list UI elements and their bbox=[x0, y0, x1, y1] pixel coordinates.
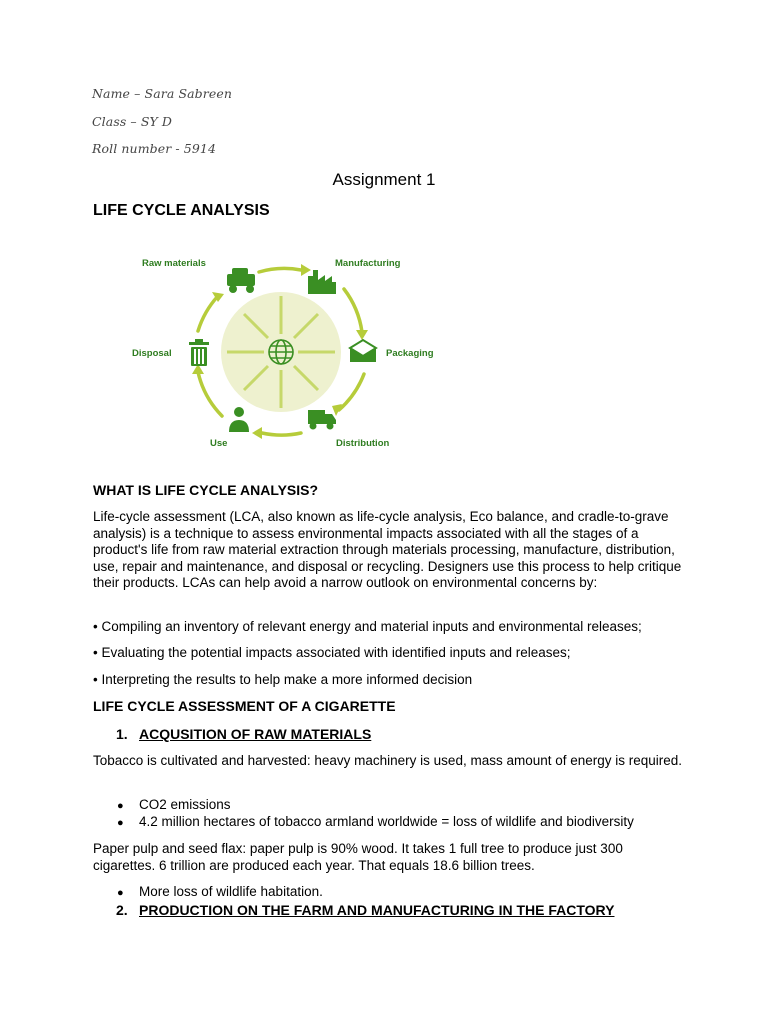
box-icon bbox=[350, 340, 376, 362]
label-use: Use bbox=[210, 438, 228, 449]
trash-can-icon bbox=[189, 339, 209, 366]
mining-truck-icon bbox=[227, 268, 255, 293]
label-raw-materials: Raw materials bbox=[142, 258, 206, 269]
lca-bullet-1: • Compiling an inventory of relevant energy and material inputs and environmental releases; bbox=[93, 619, 642, 634]
section-2-number: 2. bbox=[116, 902, 128, 918]
factory-icon bbox=[308, 270, 336, 294]
section-1-number: 1. bbox=[116, 726, 128, 742]
section-2-title: PRODUCTION ON THE FARM AND MANUFACTURING IN THE FACTORY bbox=[139, 902, 615, 918]
main-heading: LIFE CYCLE ANALYSIS bbox=[93, 202, 270, 219]
paper-pulp-paragraph: Paper pulp and seed flax: paper pulp is 90% wood. It takes 1 full tree to produce just 300 cigarettes. 6 trillion are produced each year. That equals 18.6 billion trees. bbox=[93, 841, 623, 873]
lca-definition-paragraph: Life-cycle assessment (LCA, also known as life-cycle analysis, Eco balance, and cradle-to-grave analysis) is a technique to assess environmental impacts associated with all the stages of a product's life from raw material extraction through materials processing, manufacture, distribution, use, repair and maintenance, and disposal or recycling. Designers use this process to help critique their products. LCAs can help avoid a narrow outlook on environmental concerns by: bbox=[93, 509, 682, 591]
lca-bullet-3: • Interpreting the results to help make a more informed decision bbox=[93, 672, 473, 687]
person-icon bbox=[229, 407, 249, 432]
delivery-truck-icon bbox=[308, 410, 336, 430]
student-name: Name – Sara Sabreen bbox=[92, 86, 232, 101]
list-item: ● 4.2 million hectares of tobacco armland worldwide = loss of wildlife and biodiversity bbox=[117, 814, 634, 829]
list-item: ● CO2 emissions bbox=[117, 797, 231, 812]
tobacco-paragraph: Tobacco is cultivated and harvested: heavy machinery is used, mass amount of energy is required. bbox=[93, 753, 683, 768]
label-disposal: Disposal bbox=[132, 348, 172, 359]
label-manufacturing: Manufacturing bbox=[335, 258, 401, 269]
roll-number: Roll number - 5914 bbox=[92, 141, 217, 156]
what-is-lca-heading: WHAT IS LIFE CYCLE ANALYSIS? bbox=[93, 482, 319, 498]
section-2-heading bbox=[116, 902, 614, 918]
lca-bullet-2: • Evaluating the potential impacts associated with identified inputs and releases; bbox=[93, 645, 571, 660]
student-class: Class – SY D bbox=[92, 114, 173, 129]
life-cycle-diagram bbox=[94, 234, 470, 468]
label-packaging: Packaging bbox=[386, 348, 434, 359]
assignment-title: Assignment 1 bbox=[332, 170, 436, 189]
section-1-title: ACQUSITION OF RAW MATERIALS bbox=[139, 726, 372, 742]
cigarette-lca-heading: LIFE CYCLE ASSESSMENT OF A CIGARETTE bbox=[93, 698, 396, 714]
section-1-heading bbox=[116, 726, 371, 742]
label-distribution: Distribution bbox=[336, 438, 390, 449]
list-item: ● More loss of wildlife habitation. bbox=[117, 884, 323, 899]
